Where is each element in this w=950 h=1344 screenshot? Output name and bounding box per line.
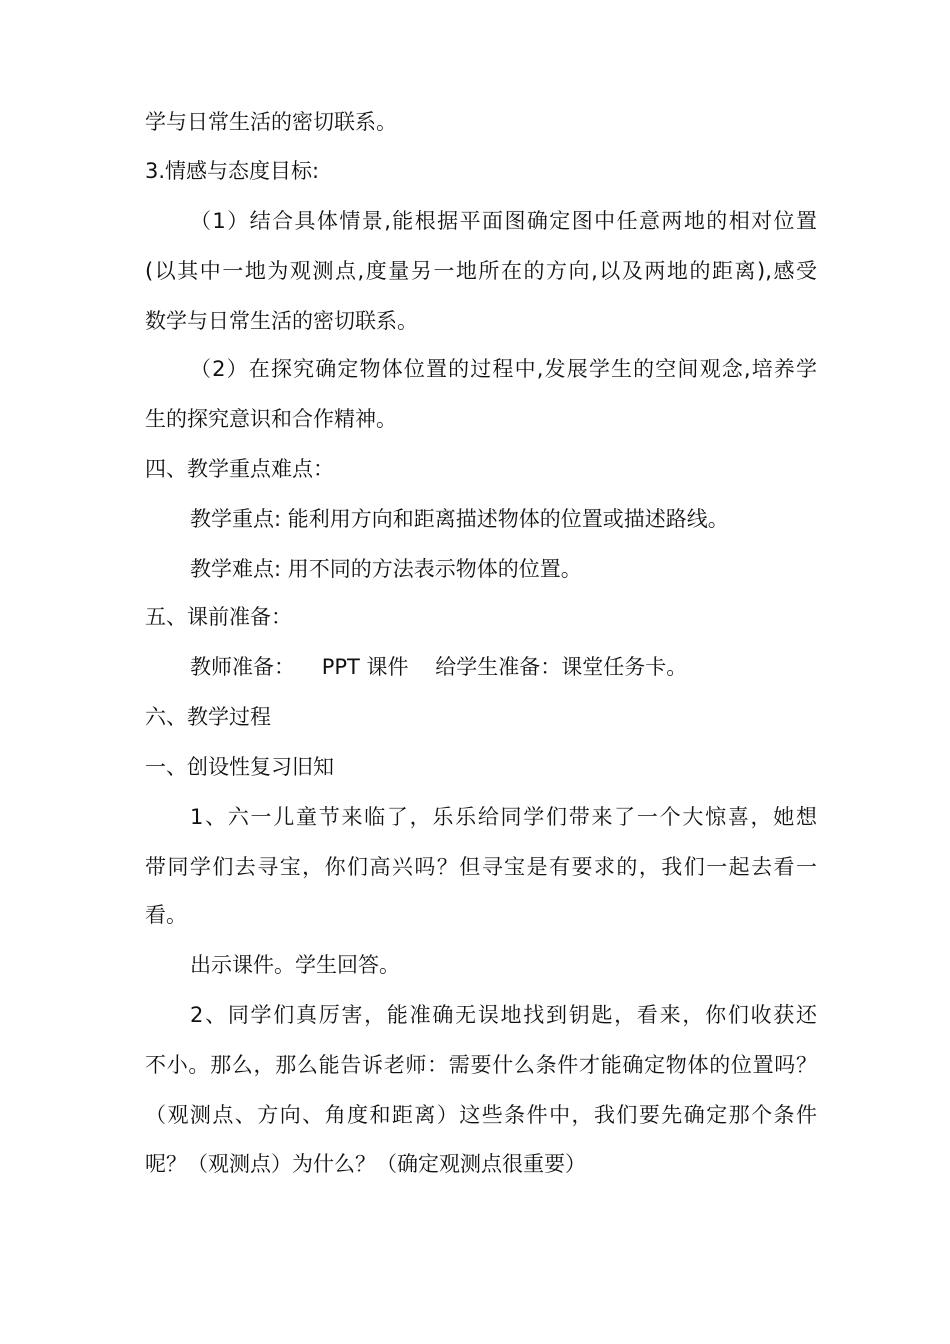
text-line: 生的探究意识和合作精神。: [145, 407, 397, 431]
section-heading: 四、教学重点难点：: [145, 457, 334, 481]
text-line: 2、同学们真厉害，能准确无误地找到钥匙，看来，你们收获还: [190, 1003, 817, 1027]
text-line: 学与日常生活的密切联系。: [145, 110, 397, 134]
section-heading: 3.情感与态度目标:: [145, 159, 320, 183]
text-line: 数学与日常生活的密切联系。: [145, 309, 418, 333]
text-line: （2）在探究确定物体位置的过程中,发展学生的空间观念,培养学: [190, 357, 817, 381]
text-line: 呢？（观测点）为什么？（确定观测点很重要）: [145, 1152, 586, 1176]
section-heading: 六、教学过程: [145, 705, 271, 729]
text-line: 教师准备： PPT 课件 给学生准备：课堂任务卡。: [190, 655, 688, 679]
text-line: 1、六一儿童节来临了，乐乐给同学们带来了一个大惊喜，她想: [190, 805, 817, 829]
text-line: 不小。那么，那么能告诉老师：需要什么条件才能确定物体的位置吗？: [145, 1053, 817, 1077]
section-heading: 一、创设性复习旧知: [145, 755, 334, 779]
text-line: （观测点、方向、角度和距离）这些条件中，我们要先确定那个条件: [145, 1103, 817, 1127]
text-line: （1）结合具体情景,能根据平面图确定图中任意两地的相对位置: [190, 209, 817, 233]
text-line: (以其中一地为观测点,度量另一地所在的方向,以及两地的距离),感受: [145, 259, 817, 283]
text-line: 教学重点: 能利用方向和距离描述物体的位置或描述路线。: [190, 507, 729, 531]
text-line: 出示课件。学生回答。: [190, 953, 400, 977]
text-line: 看。: [145, 903, 187, 927]
section-heading: 五、课前准备：: [145, 605, 292, 629]
text-line: 带同学们去寻宝，你们高兴吗？但寻宝是有要求的，我们一起去看一: [145, 855, 817, 879]
text-line: 教学难点: 用不同的方法表示物体的位置。: [190, 557, 582, 581]
